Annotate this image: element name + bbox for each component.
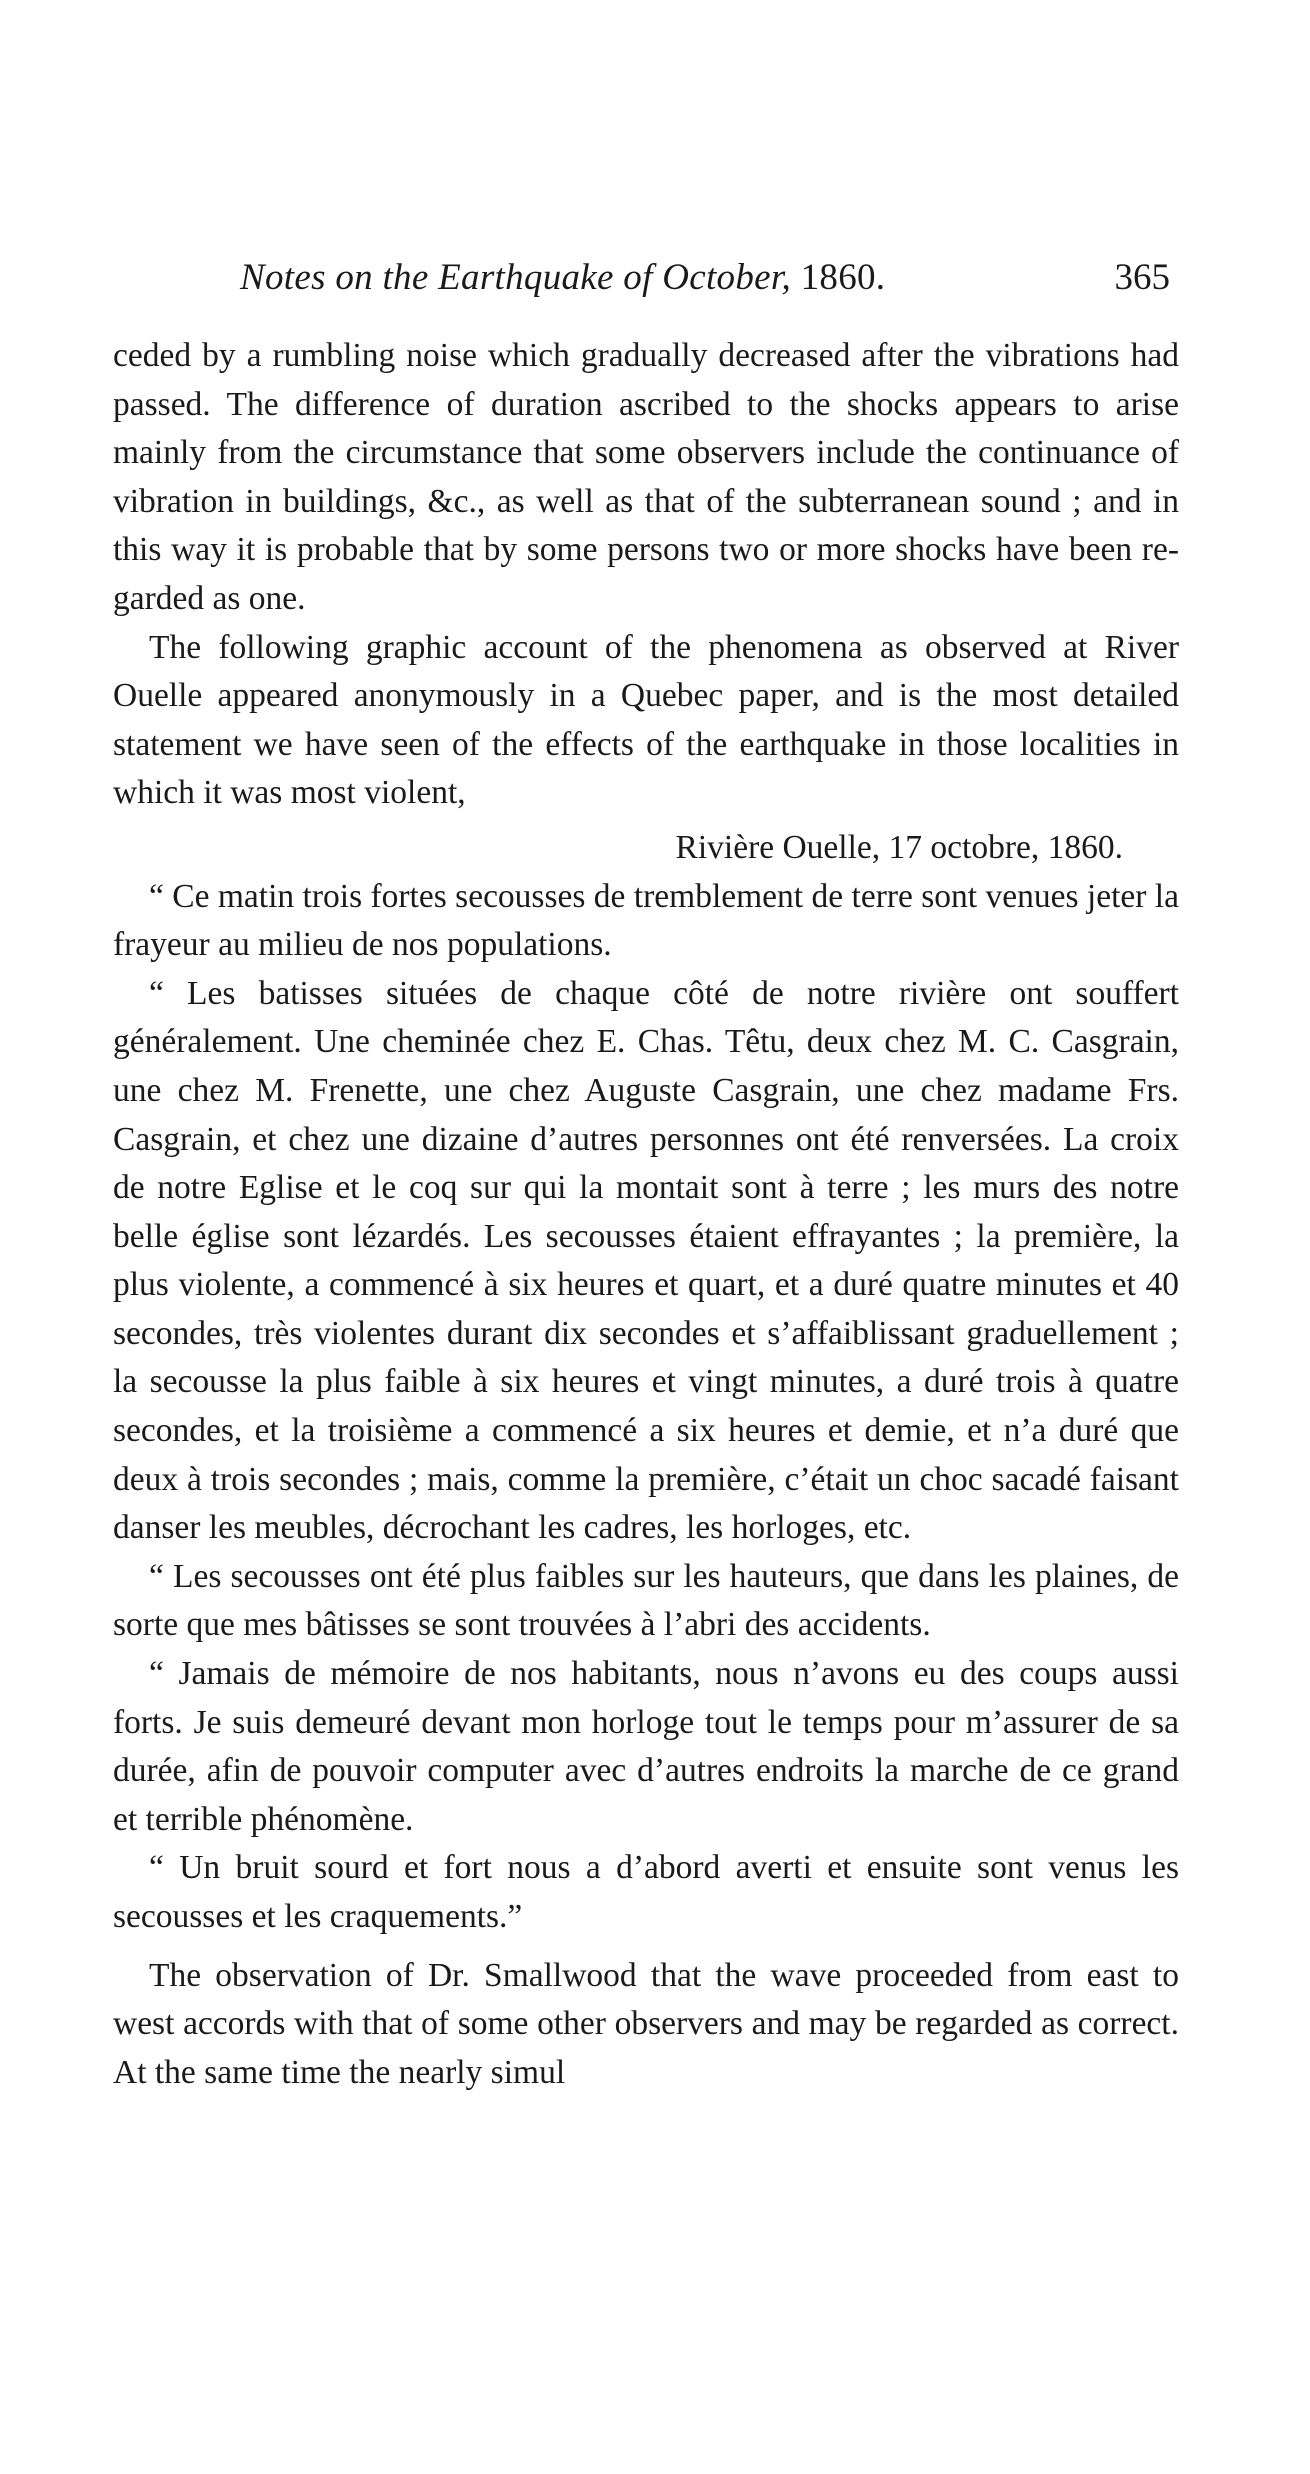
page-number: 365 (1114, 257, 1170, 298)
quote-paragraph-3: “ Les secousses ont été plus faibles sur les hauteurs, que dans les plaines, de sorte que mes bâtisses se sont trouvées à l’abri des accidents. (113, 1557, 1179, 1644)
paragraph-continued: ceded by a rumbling noise which gradually decreased after the vibrations had passed. The difference of duration ascribed to the shocks appears to arise mainly from the circumstance that some observers include the continuance of vibration in buildings, &c., as well as that of the subterranean sound ; and in this way it is probable that by some persons two or more shocks have been regarded as one. (113, 337, 1179, 617)
paragraph-smallwood-observation: The observation of Dr. Smallwood that the wave proceeded from east to west accords with that of some other observers and may be regarded as correct. At the same time the nearly simul (113, 1956, 1179, 2091)
quote-paragraph-5: “ Un bruit sourd et fort nous a d’abord averti et ensuite sont venus les secousses et les craquements.” (113, 1849, 1179, 1935)
running-head (240, 248, 1170, 308)
letter-dateline: Rivière Ouelle, 17 octobre, 1860. (675, 828, 1123, 866)
body-text (113, 332, 1179, 2097)
quote-paragraph-2: “ Les batisses situées de chaque côté de notre rivière ont souffert généralement. Une cheminée chez E. Chas. Têtu, deux chez M. C. Casgrain, une chez M. Frenette, une chez Auguste Casgrain, une chez madame Frs. Casgrain, et chez une dizaine d’autres personnes ont été renversées. La croix de notre Eglise et le coq sur qui la montait sont à terre ; les murs des notre belle église sont lézardés. Les secousses étaient effrayantes ; la première, la plus violente, a commencé à six heures et quart, et a duré quatre minutes et 40 secondes, très violentes durant dix secondes et s’affaiblissant graduellement ; la secousse la plus faible à six heures et vingt minutes, a duré trois à quatre secondes, et la troisième a commencé a six heures et demie, et n’a duré que deux à trois secondes ; mais, comme la première, c’était un choc sacadé faisant danser les meubles, décrochant les cadres, les horloges, etc. (113, 974, 1179, 1547)
quote-paragraph-1: “ Ce matin trois fortes secousses de tremblement de terre sont venues jeter la frayeur au milieu de nos populations. (113, 877, 1179, 964)
running-title-year: 1860. (800, 257, 886, 298)
paragraph-graphic-account: The following graphic account of the phenomena as observed at River Ouelle appeared anonymously in a Quebec paper, and is the most detailed statement we have seen of the effects of the earthquake in those localities in which it was most violent, (113, 628, 1179, 812)
running-title-text: Notes on the Earthquake of October, (240, 257, 792, 298)
quote-paragraph-4: “ Jamais de mémoire de nos habitants, nous n’avons eu des coups aussi forts. Je suis demeuré devant mon horloge tout le temps pour m’assurer de sa durée, afin de pouvoir computer avec d’autres endroits la marche de ce grand et terrible phénomène. (113, 1655, 1179, 1838)
running-title (240, 248, 885, 308)
